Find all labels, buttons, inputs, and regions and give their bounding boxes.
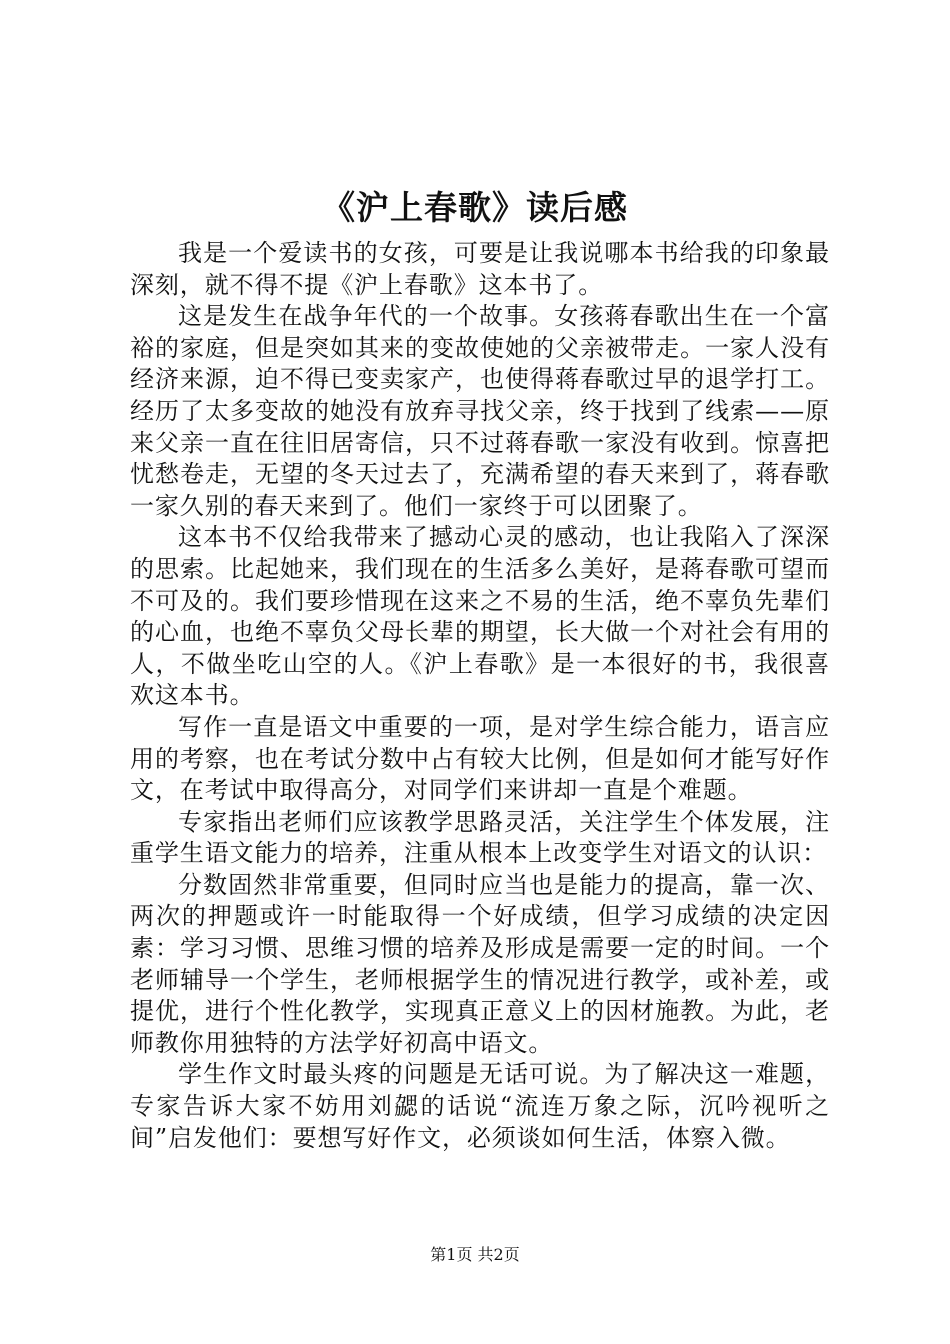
paragraph-1: 我是一个爱读书的女孩，可要是让我说哪本书给我的印象最深刻，就不得不提《沪上春歌》这本书了。: [130, 239, 830, 299]
page-footer: 第1页 共2页: [430, 1245, 520, 1264]
paragraph-5: 专家指出老师们应该教学思路灵活，关注学生个体发展，注重学生语文能力的培养，注重从根本上改变学生对语文的认识：: [130, 807, 830, 868]
paragraph-6: 分数固然非常重要，但同时应当也是能力的提高，靠一次、两次的押题或许一时能取得一个好成绩，但学习成绩的决定因素：学习习惯、思维习惯的培养及形成是需要一定的时间。一个老师辅导一个学生，老师根据学生的情况进行教学，或补差，或提优，进行个性化教学，实现真正意义上的因材施教。为此，老师教你用独特的方法学好初高中语文。: [130, 870, 830, 1057]
paragraph-3: 这本书不仅给我带来了撼动心灵的感动，也让我陷入了深深的思索。比起她来，我们现在的生活多么美好，是蒋春歌可望而不可及的。我们要珍惜现在这来之不易的生活，绝不辜负先辈们的心血，也绝不辜负父母长辈的期望，长大做一个对社会有用的人，不做坐吃山空的人。《沪上春歌》是一本很好的书，我很喜欢这本书。: [130, 523, 830, 710]
document-body: [130, 238, 830, 1154]
paragraph-2: 这是发生在战争年代的一个故事。女孩蒋春歌出生在一个富裕的家庭，但是突如其来的变故使她的父亲被带走。一家人没有经济来源，迫不得已变卖家产，也使得蒋春歌过早的退学打工。经历了太多变故的她没有放弃寻找父亲，终于找到了线索——原来父亲一直在往旧居寄信，只不过蒋春歌一家没有收到。惊喜把忧愁卷走，无望的冬天过去了，充满希望的春天来到了，蒋春歌一家久别的春天来到了。他们一家终于可以团聚了。: [130, 302, 830, 520]
paragraph-4: 写作一直是语文中重要的一项，是对学生综合能力，语言应用的考察，也在考试分数中占有较大比例，但是如何才能写好作文，在考试中取得高分，对同学们来讲却一直是个难题。: [130, 712, 830, 805]
document-title: 《沪上春歌》读后感: [322, 188, 628, 227]
paragraph-7: 学生作文时最头疼的问题是无话可说。为了解决这一难题，专家告诉大家不妨用刘勰的话说“流连万象之际，沉吟视听之间”启发他们：要想写好作文，必须谈如何生活，体察入微。: [130, 1060, 830, 1152]
